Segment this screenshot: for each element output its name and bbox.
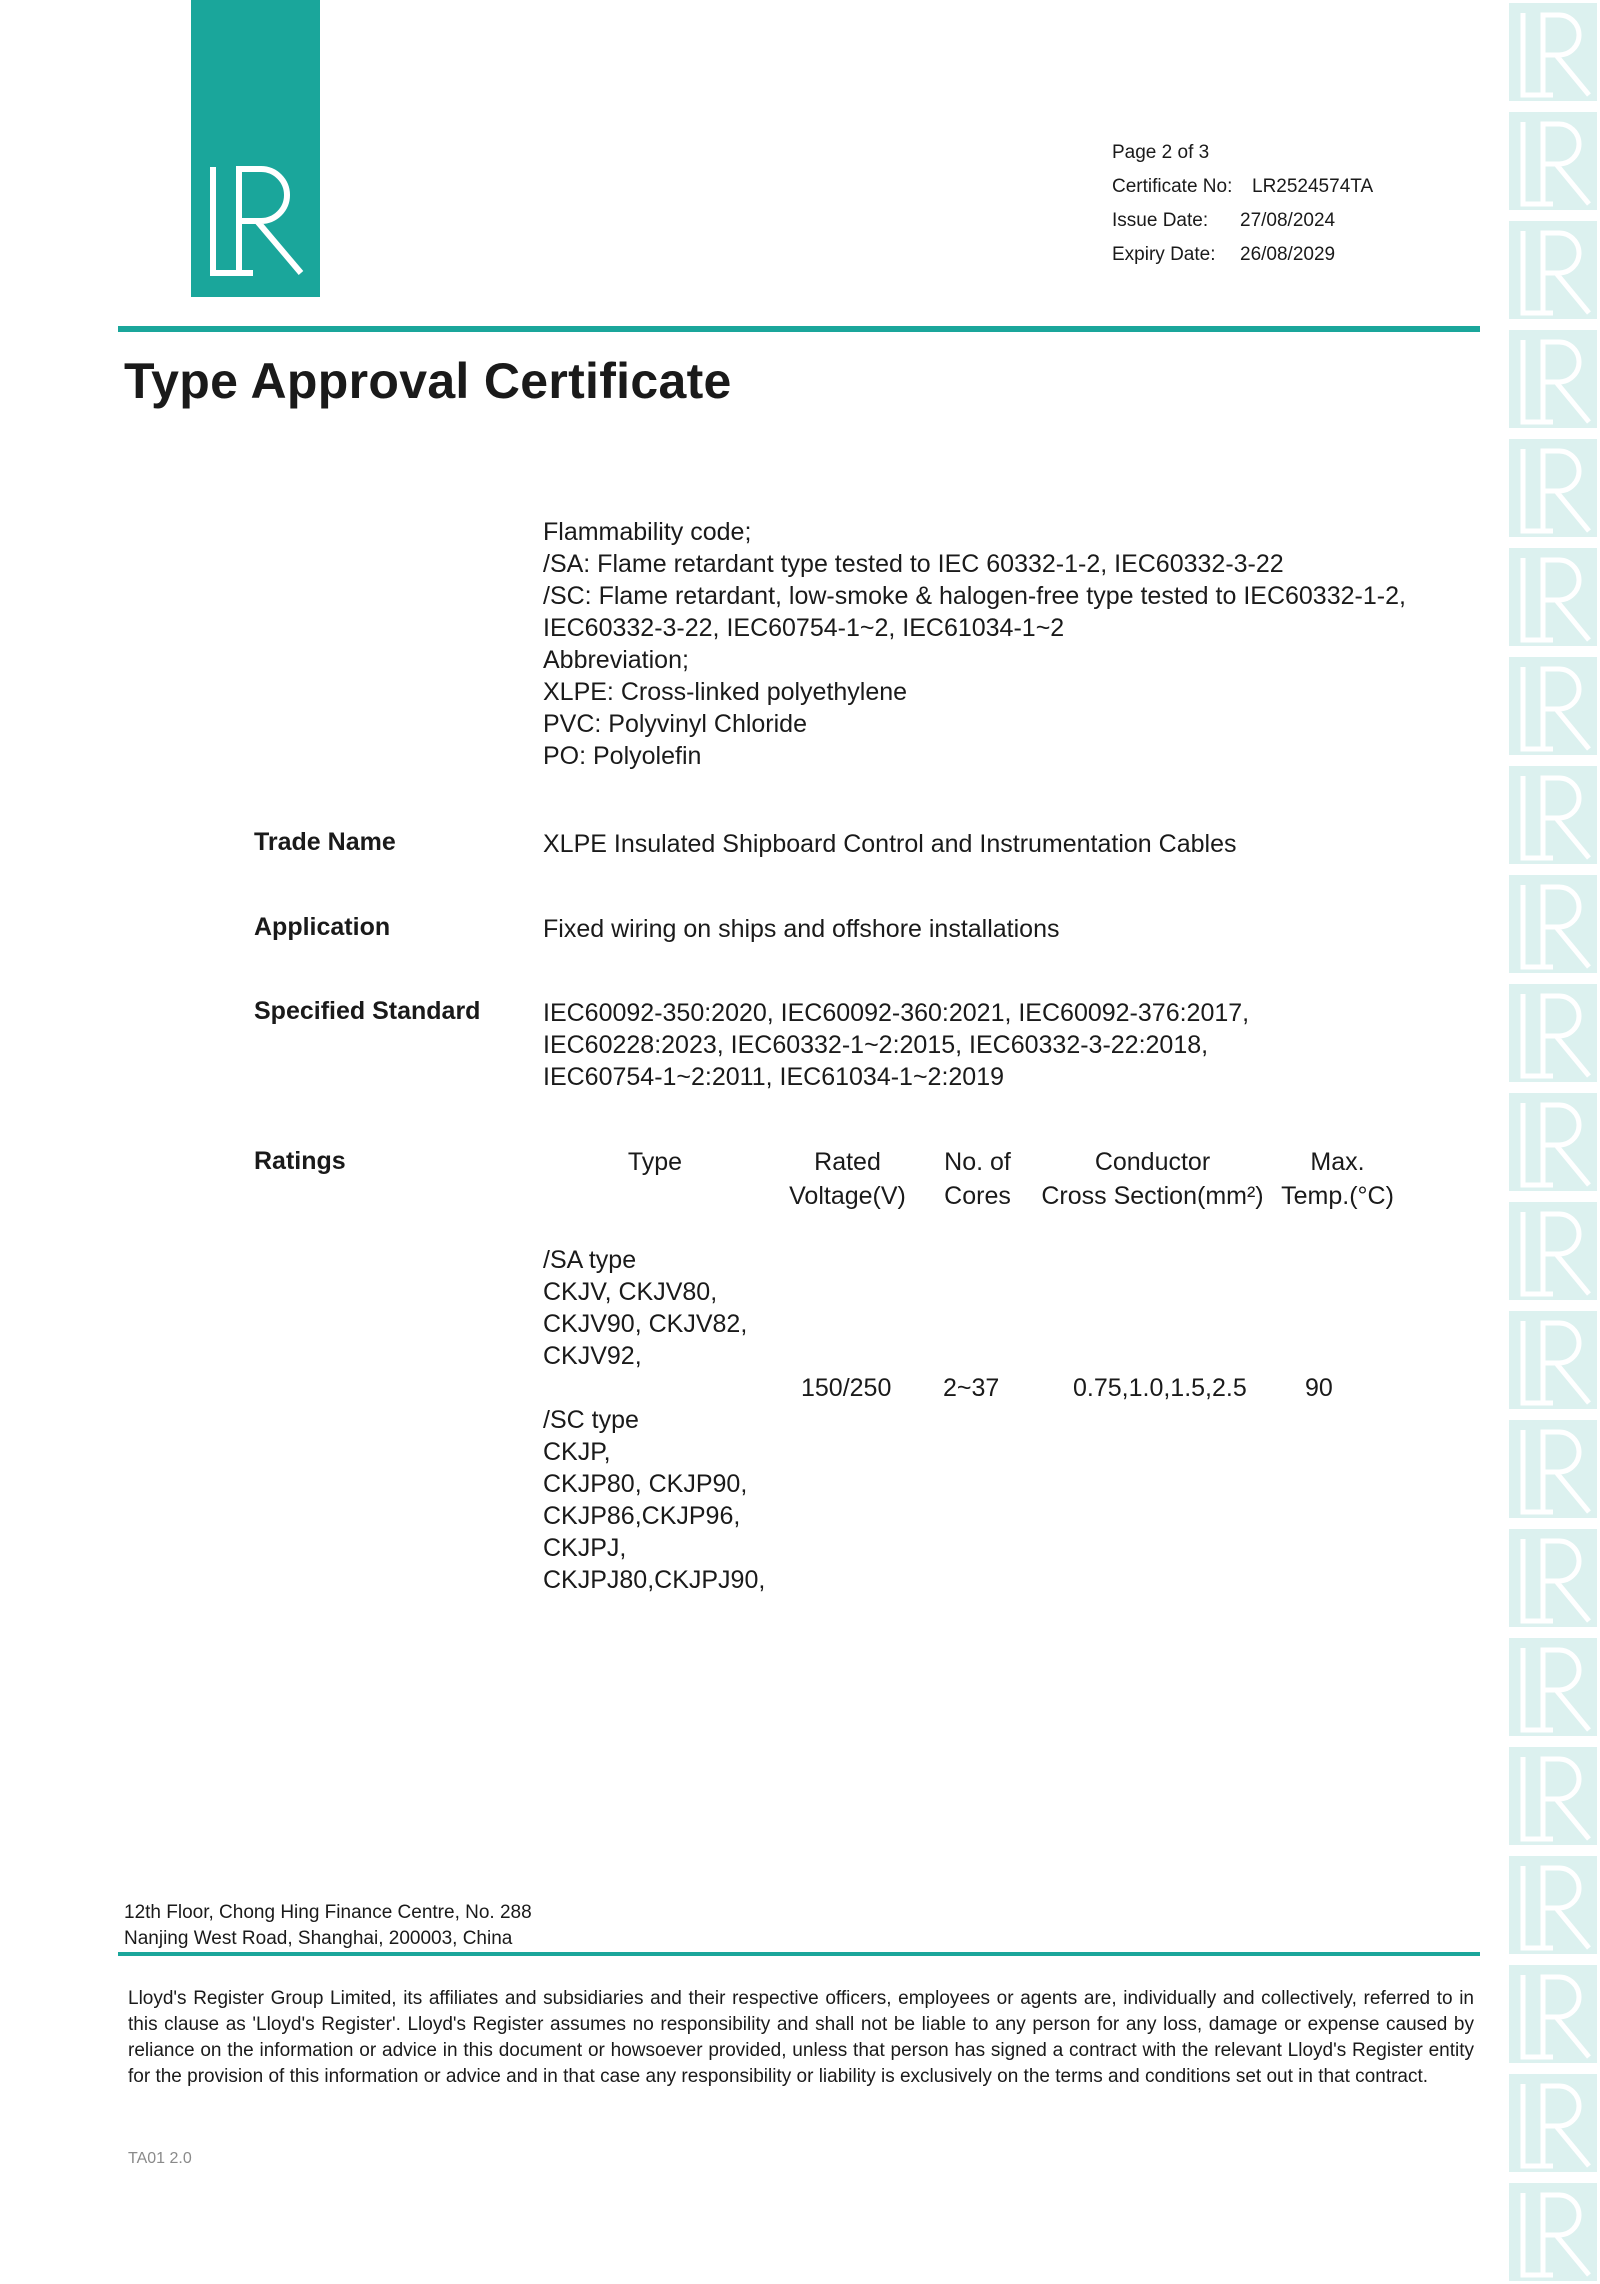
trade-name-label: Trade Name <box>254 828 396 856</box>
lr-watermark-tile <box>1506 1853 1600 1957</box>
type-line: CKJP86,CKJP96, <box>543 1502 741 1530</box>
lr-watermark-tile <box>1506 1417 1600 1521</box>
col-header-temp-line: Max. <box>1310 1148 1365 1176</box>
flammability-line: PVC: Polyvinyl Chloride <box>543 710 807 738</box>
lr-watermark-tile <box>1506 1199 1600 1303</box>
lr-watermark-tile <box>1506 2071 1600 2175</box>
col-header-type: Type <box>627 1148 683 1176</box>
header-divider <box>118 326 1480 332</box>
ratings-label: Ratings <box>254 1147 346 1175</box>
type-spacer <box>543 1372 765 1404</box>
cores-value: 2~37 <box>943 1374 1000 1402</box>
type-line: CKJPJ, <box>543 1534 627 1562</box>
rated-voltage-value: 150/250 <box>801 1374 892 1402</box>
application-label: Application <box>254 913 391 941</box>
type-line: CKJV90, CKJV82, <box>543 1310 748 1338</box>
standard-line: IEC60228:2023, IEC60332-1~2:2015, IEC60332-3-22:2018, <box>543 1031 1209 1059</box>
type-line: /SA type <box>543 1246 637 1274</box>
ratings-type-list <box>543 1244 765 1596</box>
watermark-sidebar <box>1506 0 1600 2263</box>
lr-watermark-tile <box>1506 1962 1600 2066</box>
lr-watermark-tile <box>1506 763 1600 867</box>
col-header-voltage-line: Rated <box>814 1148 881 1176</box>
footer-divider <box>118 1952 1480 1956</box>
type-line: CKJPJ80,CKJPJ90, <box>543 1566 766 1594</box>
lr-watermark-tile <box>1506 1635 1600 1739</box>
flammability-notes <box>543 516 1406 772</box>
type-line: /SC type <box>543 1406 639 1434</box>
lr-watermark-tile <box>1506 1090 1600 1194</box>
standard-line: IEC60092-350:2020, IEC60092-360:2021, IEC60092-376:2017, <box>543 999 1250 1027</box>
page-number: Page 2 of 3 <box>1112 142 1210 163</box>
page-title: Type Approval Certificate <box>124 353 732 409</box>
lr-watermark-tile <box>1506 436 1600 540</box>
specified-standard-label: Specified Standard <box>254 997 481 1025</box>
flammability-line: PO: Polyolefin <box>543 742 702 770</box>
col-header-voltage <box>780 1145 915 1213</box>
max-temp-value: 90 <box>1305 1374 1333 1402</box>
type-line: CKJP, <box>543 1438 611 1466</box>
expiry-date-label: Expiry Date: <box>1112 244 1216 265</box>
lr-watermark-tile <box>1506 1308 1600 1412</box>
certificate-no-label: Certificate No: <box>1112 176 1233 197</box>
flammability-line: Flammability code; <box>543 518 752 546</box>
standard-line: IEC60754-1~2:2011, IEC61034-1~2:2019 <box>543 1063 1005 1091</box>
issue-date-label: Issue Date: <box>1112 210 1209 231</box>
type-line: CKJV, CKJV80, <box>543 1278 718 1306</box>
flammability-line: Abbreviation; <box>543 646 689 674</box>
legal-disclaimer: Lloyd's Register Group Limited, its affiliates and subsidiaries and their respective officers, employees or agents are, individually and collectively, referred to in this clause as 'Lloyd's Register'. Lloyd's Register assumes no responsibility and shall not be liable to any person for any loss, damage or expense caused by reliance on the information or advice in this document or howsoever provided, unless that person has signed a contract with the relevant Lloyd's Register entity for the provision of this information or advice and in that case any responsibility or liability is exclusively on the terms and conditions set out in that contract. <box>128 1988 1474 2087</box>
lr-logo-mark <box>209 165 304 280</box>
col-header-cross-section <box>1035 1145 1270 1213</box>
lr-watermark-tile <box>1506 1744 1600 1848</box>
address-line: 12th Floor, Chong Hing Finance Centre, No. 288 <box>124 1902 532 1923</box>
col-header-temp-line: Temp.(°C) <box>1281 1182 1394 1210</box>
certificate-meta <box>1112 136 1373 272</box>
certificate-no: LR2524574TA <box>1252 176 1374 197</box>
flammability-line: IEC60332-3-22, IEC60754-1~2, IEC61034-1~2 <box>543 614 1065 642</box>
lr-watermark-tile <box>1506 545 1600 649</box>
expiry-date: 26/08/2029 <box>1240 244 1336 265</box>
lr-logo <box>191 0 320 297</box>
col-header-cores-line: Cores <box>944 1182 1011 1210</box>
lr-watermark-tile <box>1506 218 1600 322</box>
lr-watermark-tile <box>1506 0 1600 104</box>
col-header-temp <box>1275 1145 1400 1213</box>
lr-watermark-tile <box>1506 2180 1600 2284</box>
flammability-line: XLPE: Cross-linked polyethylene <box>543 678 908 706</box>
col-header-voltage-line: Voltage(V) <box>789 1182 906 1210</box>
lr-watermark-tile <box>1506 109 1600 213</box>
lr-watermark-tile <box>1506 327 1600 431</box>
col-header-cores-line: No. of <box>944 1148 1011 1176</box>
application-value: Fixed wiring on ships and offshore installations <box>543 915 1060 943</box>
lr-watermark-tile <box>1506 1526 1600 1630</box>
address-line: Nanjing West Road, Shanghai, 200003, China <box>124 1928 513 1949</box>
type-line: CKJP80, CKJP90, <box>543 1470 748 1498</box>
col-header-cross-section-line: Conductor <box>1094 1148 1211 1176</box>
lr-watermark-tile <box>1506 981 1600 1085</box>
lr-watermark-tile <box>1506 872 1600 976</box>
flammability-line: /SA: Flame retardant type tested to IEC 60332-1-2, IEC60332-3-22 <box>543 550 1284 578</box>
col-header-cross-section-line: Cross Section(mm²) <box>1041 1182 1264 1210</box>
col-header-cores <box>935 1145 1020 1213</box>
flammability-line: /SC: Flame retardant, low-smoke & halogen-free type tested to IEC60332-1-2, <box>543 582 1406 610</box>
specified-standard-value <box>543 997 1249 1093</box>
type-line: CKJV92, <box>543 1342 642 1370</box>
issue-date: 27/08/2024 <box>1240 210 1336 231</box>
office-address <box>124 1900 532 1952</box>
trade-name-value: XLPE Insulated Shipboard Control and Instrumentation Cables <box>543 830 1237 858</box>
lr-watermark-tile <box>1506 654 1600 758</box>
cross-section-value: 0.75,1.0,1.5,2.5 <box>1073 1374 1247 1402</box>
form-code: TA01 2.0 <box>128 2150 192 2167</box>
